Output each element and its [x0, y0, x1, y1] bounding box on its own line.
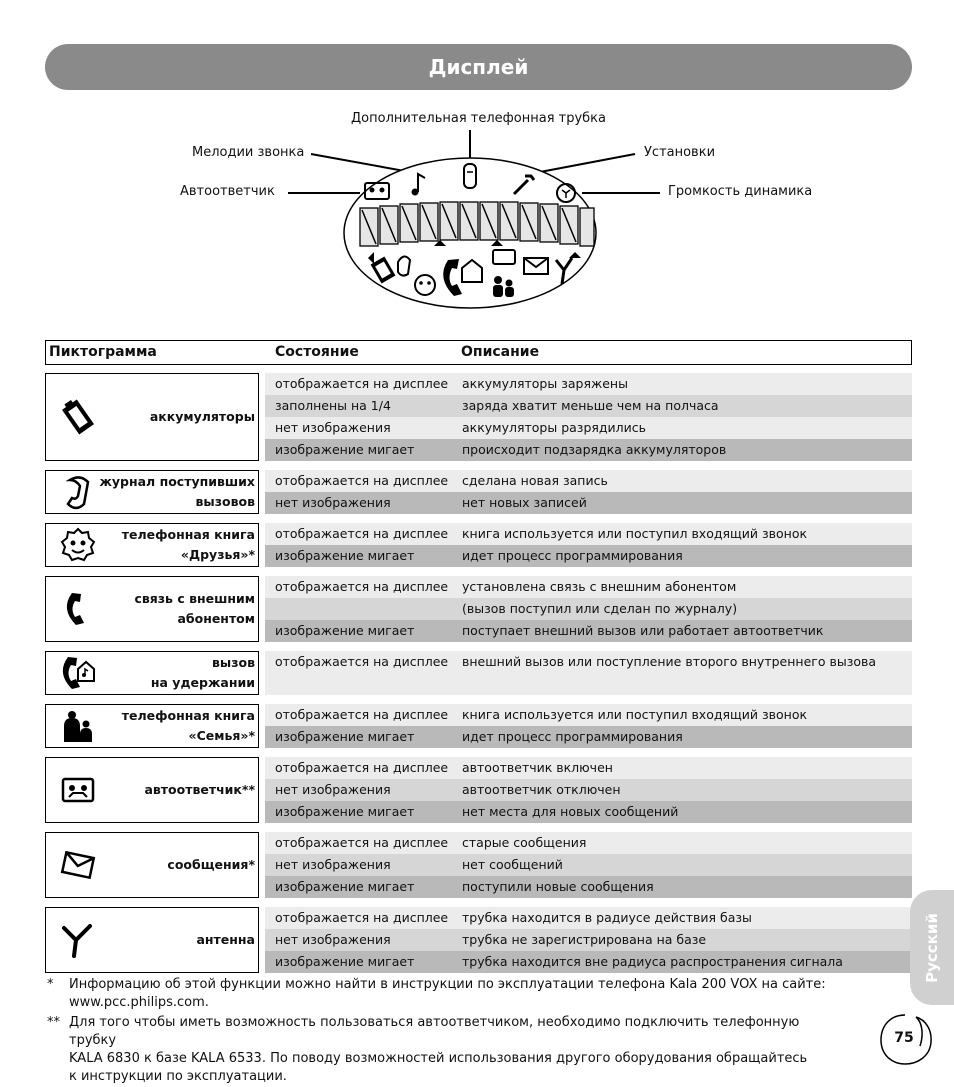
- pictogram-name-line: телефонная книга: [121, 708, 255, 723]
- footnote-mark: **: [47, 1015, 60, 1030]
- pictogram-name-line: на удержании: [150, 675, 255, 690]
- description-cell: нет сообщений: [462, 857, 563, 872]
- pictogram-name-line: аккумуляторы: [149, 409, 255, 424]
- state-cell: отображается на дисплее: [275, 473, 449, 488]
- pictogram-name: [134, 589, 255, 629]
- table-row: [265, 876, 912, 898]
- pictogram-name: [167, 855, 255, 875]
- table-group-call-hold: [45, 651, 912, 695]
- table-row: [265, 417, 912, 439]
- table-group-antenna: [45, 907, 912, 973]
- pictogram-name-line: «Семья»*: [188, 728, 255, 743]
- label-volume: Громкость динамика: [668, 184, 813, 199]
- state-cell: отображается на дисплее: [275, 910, 449, 925]
- description-cell: установлена связь с внешним абонентом: [462, 579, 737, 594]
- footnotes: [45, 976, 845, 1087]
- section-title-bar: [45, 44, 912, 90]
- description-cell: старые сообщения: [462, 835, 587, 850]
- call-hold-icon: [58, 653, 98, 693]
- pictogram-name-line: телефонная книга: [121, 527, 255, 542]
- state-cell: нет изображения: [275, 495, 391, 510]
- state-cell: нет изображения: [275, 857, 391, 872]
- pictogram-name: [144, 780, 255, 800]
- state-cell: изображение мигает: [275, 954, 415, 969]
- state-cell: изображение мигает: [275, 623, 415, 638]
- label-settings: Установки: [644, 145, 716, 160]
- footnote-line: Для того чтобы иметь возможность пользоваться автоответчиком, необходимо подключить телефонную трубку: [69, 1015, 800, 1048]
- state-cell: нет изображения: [275, 932, 391, 947]
- footnote-mark: *: [47, 977, 54, 992]
- footnote-1: [45, 976, 845, 1012]
- footnote-line: KALA 6830 к базе KALA 6533. По поводу возможностей использования другого оборудования обращайтесь: [69, 1051, 808, 1066]
- pictogram-name: [150, 407, 255, 427]
- table-row: [265, 726, 912, 748]
- description-cell: автоответчик отключен: [462, 782, 621, 797]
- description-cell: аккумуляторы заряжены: [462, 376, 628, 391]
- table-row: [265, 545, 912, 567]
- pictogram-cell: [45, 651, 259, 695]
- state-rows: [265, 523, 912, 567]
- description-cell: идет процесс программирования: [462, 729, 683, 744]
- page-number: 75: [894, 1030, 914, 1046]
- table-row: [265, 620, 912, 642]
- language-tab: [910, 890, 954, 1005]
- state-rows: [265, 651, 912, 696]
- pictogram-name-line: журнал поступивших: [99, 474, 255, 489]
- description-cell: сделана новая запись: [462, 473, 608, 488]
- table-row: [265, 651, 912, 695]
- table-group-envelope: [45, 832, 912, 898]
- pictogram-name-line: вызов: [212, 655, 255, 670]
- description-cell: поступили новые сообщения: [462, 879, 654, 894]
- footnote-2: [45, 1014, 845, 1086]
- header-pictogram: Пиктограмма: [49, 344, 157, 360]
- state-cell: изображение мигает: [275, 442, 415, 457]
- state-rows: [265, 907, 912, 973]
- state-cell: изображение мигает: [275, 729, 415, 744]
- pictogram-cell: [45, 907, 259, 973]
- state-cell: отображается на дисплее: [275, 579, 449, 594]
- description-cell: происходит подзарядка аккумуляторов: [462, 442, 727, 457]
- table-row: [265, 492, 912, 514]
- header-description: Описание: [461, 344, 540, 360]
- pictogram-name-line: связь с внешним: [134, 591, 255, 606]
- table-row: [265, 704, 912, 726]
- pictogram-name-line: абонентом: [177, 611, 255, 626]
- table-row: [265, 757, 912, 779]
- table-header: [45, 340, 912, 365]
- state-cell: отображается на дисплее: [275, 760, 449, 775]
- table-row: [265, 576, 912, 598]
- pictogram-cell: [45, 523, 259, 567]
- state-rows: [265, 576, 912, 642]
- description-cell: автоответчик включен: [462, 760, 613, 775]
- pictogram-name-line: «Друзья»*: [180, 547, 255, 562]
- antenna-icon: [58, 920, 98, 960]
- table-group-call-log: [45, 470, 912, 514]
- description-cell: идет процесс программирования: [462, 548, 683, 563]
- state-cell: нет изображения: [275, 420, 391, 435]
- state-cell: отображается на дисплее: [275, 376, 449, 391]
- description-cell: трубка находится вне радиуса распространения сигнала: [462, 954, 843, 969]
- pictogram-name-line: сообщения*: [167, 857, 255, 872]
- table-group-friends-phonebook: [45, 523, 912, 567]
- description-cell: нет места для новых сообщений: [462, 804, 679, 819]
- pictogram-name-line: антенна: [196, 932, 255, 947]
- call-log-icon: [58, 472, 98, 512]
- table-row: [265, 470, 912, 492]
- pictogram-name: [151, 653, 255, 693]
- pictogram-name: [122, 525, 255, 565]
- description-cell: нет новых записей: [462, 495, 587, 510]
- table-group-battery: [45, 373, 912, 461]
- description-cell: аккумуляторы разрядились: [462, 420, 647, 435]
- state-cell: заполнены на 1/4: [275, 398, 391, 413]
- lcd-illustration: [0, 100, 954, 330]
- description-cell: заряда хватит меньше чем на полчаса: [462, 398, 719, 413]
- state-cell: изображение мигает: [275, 804, 415, 819]
- page-number-badge: [878, 1012, 932, 1066]
- table-row: [265, 832, 912, 854]
- description-cell: книга используется или поступил входящий звонок: [462, 526, 808, 541]
- state-rows: [265, 373, 912, 461]
- state-cell: изображение мигает: [275, 879, 415, 894]
- family-phonebook-icon: [58, 706, 98, 746]
- battery-icon: [58, 397, 98, 437]
- state-cell: нет изображения: [275, 782, 391, 797]
- pictogram-cell: [45, 832, 259, 898]
- table-row: [265, 373, 912, 395]
- pictogram-name: [196, 930, 255, 950]
- description-cell: книга используется или поступил входящий звонок: [462, 707, 808, 722]
- state-cell: отображается на дисплее: [275, 526, 449, 541]
- table-row: [265, 523, 912, 545]
- description-cell: (вызов поступил или сделан по журналу): [462, 601, 738, 616]
- state-cell: отображается на дисплее: [275, 654, 449, 669]
- pictogram-name-line: автоответчик**: [144, 782, 255, 797]
- table-row: [265, 439, 912, 461]
- state-cell: изображение мигает: [275, 548, 415, 563]
- state-cell: отображается на дисплее: [275, 835, 449, 850]
- table-row: [265, 801, 912, 823]
- table-group-answering-machine: [45, 757, 912, 823]
- language-label: Русский: [923, 912, 941, 983]
- table-row: [265, 395, 912, 417]
- table-row: [265, 598, 912, 620]
- state-rows: [265, 470, 912, 514]
- phone-handset-icon: [58, 589, 98, 629]
- table-row: [265, 779, 912, 801]
- pictogram-cell: [45, 576, 259, 642]
- answering-machine-icon: [58, 770, 98, 810]
- pictogram-cell: [45, 757, 259, 823]
- envelope-icon: [58, 845, 98, 885]
- pictogram-cell: [45, 373, 259, 461]
- table-row: [265, 929, 912, 951]
- state-cell: отображается на дисплее: [275, 707, 449, 722]
- page-title: Дисплей: [428, 55, 529, 79]
- pictogram-cell: [45, 704, 259, 748]
- state-rows: [265, 832, 912, 898]
- label-answering: Автоответчик: [180, 184, 275, 199]
- state-rows: [265, 757, 912, 823]
- label-melodies: Мелодии звонка: [192, 145, 305, 160]
- table-row: [265, 951, 912, 973]
- footnote-line: к инструкции по эксплуатации.: [69, 1069, 287, 1084]
- pictogram-name: [122, 706, 255, 746]
- footnote-line: www.pcc.philips.com.: [69, 995, 209, 1010]
- table-row: [265, 907, 912, 929]
- display-diagram: [0, 100, 954, 330]
- state-rows: [265, 704, 912, 748]
- friends-phonebook-icon: [58, 525, 98, 565]
- table-group-family-phonebook: [45, 704, 912, 748]
- label-handset: Дополнительная телефонная трубка: [351, 111, 606, 126]
- description-cell: поступает внешний вызов или работает автоответчик: [462, 623, 824, 638]
- footnote-line: Информацию об этой функции можно найти в инструкции по эксплуатации телефона Kala 200 VOX на сайте:: [69, 977, 826, 992]
- table-group-phone-handset: [45, 576, 912, 642]
- pictogram-cell: [45, 470, 259, 514]
- description-cell: трубка находится в радиусе действия базы: [462, 910, 752, 925]
- pictogram-name-line: вызовов: [195, 494, 255, 509]
- pictogram-name: [99, 472, 255, 512]
- header-state: Состояние: [275, 344, 359, 360]
- description-cell: внешний вызов или поступление второго внутреннего вызова: [462, 654, 877, 669]
- table-row: [265, 854, 912, 876]
- description-cell: трубка не зарегистрирована на базе: [462, 932, 707, 947]
